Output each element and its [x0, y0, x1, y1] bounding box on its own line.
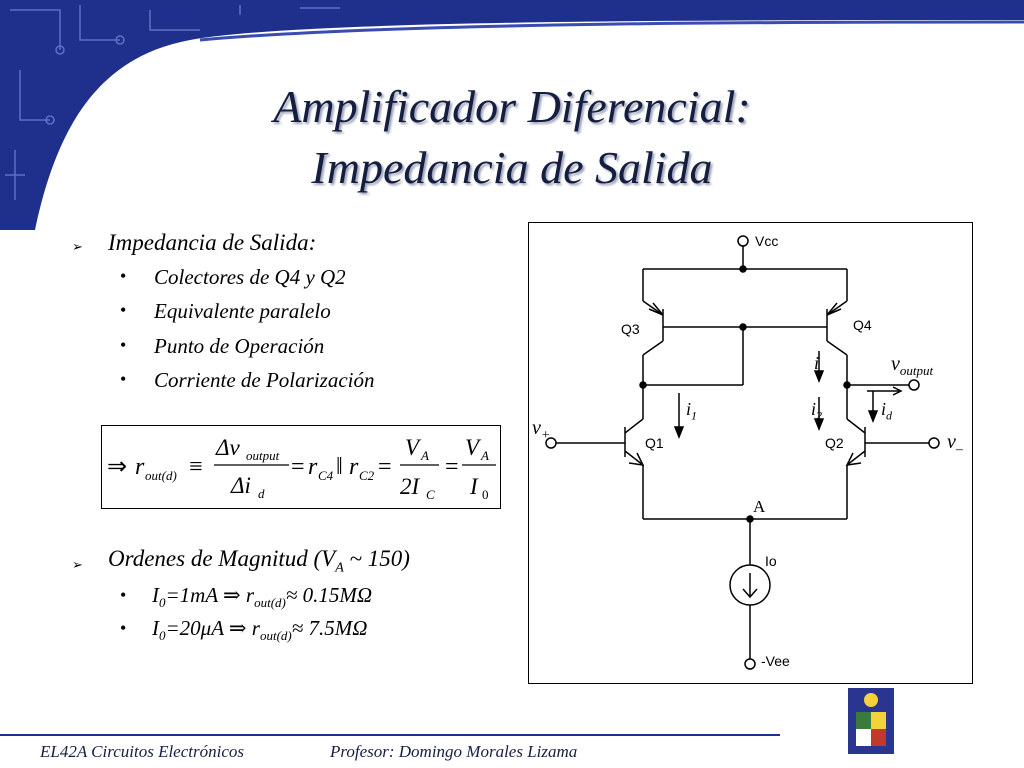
current-i2-label: $i_2$ [811, 399, 823, 423]
magnitude-item: $I_0=1mA$ ⇒ $r_{out(d)}\approx 0.15M\Omega$ [152, 583, 373, 611]
section1-item: Punto de Operación [154, 334, 325, 358]
bullet-dot-icon: • [120, 300, 127, 320]
svg-text:≡: ≡ [189, 454, 203, 480]
svg-text:V: V [405, 435, 420, 460]
vout-label: $v_{output}$ [891, 353, 934, 378]
vout-terminal-icon [909, 380, 919, 390]
q4-label: Q4 [853, 317, 872, 333]
svg-text:d: d [258, 486, 265, 501]
svg-text:r: r [135, 454, 145, 480]
bullet-dot-icon: • [120, 369, 127, 389]
vee-label: -Vee [761, 653, 790, 669]
svg-text:out(d): out(d) [145, 468, 177, 483]
current-id-label: $i_d$ [881, 399, 893, 423]
vcc-terminal-icon [738, 236, 748, 246]
bullet-dot-icon: • [120, 266, 127, 286]
footer-professor: Profesor: Domingo Morales Lizama [330, 742, 578, 761]
bullet-arrow-icon: ➢ [72, 557, 83, 572]
q2-label: Q2 [825, 435, 844, 451]
svg-text:C2: C2 [359, 468, 375, 483]
vminus-terminal-icon [929, 438, 939, 448]
svg-text:A: A [421, 448, 429, 463]
svg-text:Δi: Δi [231, 473, 251, 498]
svg-text:‖: ‖ [336, 454, 343, 480]
svg-text:=: = [291, 454, 305, 480]
svg-text:r: r [349, 454, 359, 480]
svg-text:output: output [246, 448, 280, 463]
q1-label: Q1 [645, 435, 664, 451]
slide-title-line1: Amplificador Diferencial: [273, 81, 751, 132]
svg-text:V: V [465, 435, 480, 460]
svg-text:C4: C4 [318, 468, 334, 483]
vminus-label: $v_-$ [947, 431, 963, 457]
svg-text:2I: 2I [400, 474, 420, 499]
magnitude-item: $I_0=20\mu A$ ⇒ $r_{out(d)}\approx 7.5M\Omega$ [152, 616, 368, 644]
q3-label: Q3 [621, 321, 640, 337]
svg-text:=: = [445, 454, 459, 480]
vcc-label: Vcc [755, 233, 779, 249]
svg-text:A: A [481, 448, 489, 463]
section2-heading: Ordenes de Magnitud ($V_A$ ~ 150) [108, 546, 410, 576]
svg-text:=: = [378, 454, 392, 480]
vplus-label: $v_+$ [532, 417, 551, 443]
slide-title-line2: Impedancia de Salida [311, 142, 713, 193]
svg-text:C: C [426, 487, 435, 502]
io-label: Io [765, 553, 777, 569]
university-crest-icon [848, 688, 894, 754]
current-i-label: i [814, 353, 820, 373]
svg-text:Δv: Δv [216, 435, 240, 460]
footer-course: EL42A Circuitos Electrónicos [40, 742, 244, 761]
bullet-dot-icon: • [120, 585, 127, 605]
vee-terminal-icon [745, 659, 755, 669]
output-impedance-formula [101, 425, 501, 509]
circuit-diagram [528, 222, 973, 684]
section1-item: Equivalente paralelo [154, 299, 331, 323]
svg-text:⇒: ⇒ [107, 454, 128, 480]
svg-text:0: 0 [482, 487, 489, 502]
svg-text:I: I [470, 474, 478, 499]
node-a-label: A [753, 497, 766, 516]
section1-item: Corriente de Polarización [154, 368, 375, 392]
section1-heading: Impedancia de Salida: [108, 230, 317, 255]
section1-item: Colectores de Q4 y Q2 [154, 265, 346, 289]
svg-text:r: r [308, 454, 318, 480]
current-i1-label: $i_1$ [686, 399, 698, 423]
bullet-dot-icon: • [120, 335, 127, 355]
bullet-dot-icon: • [120, 618, 127, 638]
bullet-arrow-icon: ➢ [72, 239, 83, 254]
